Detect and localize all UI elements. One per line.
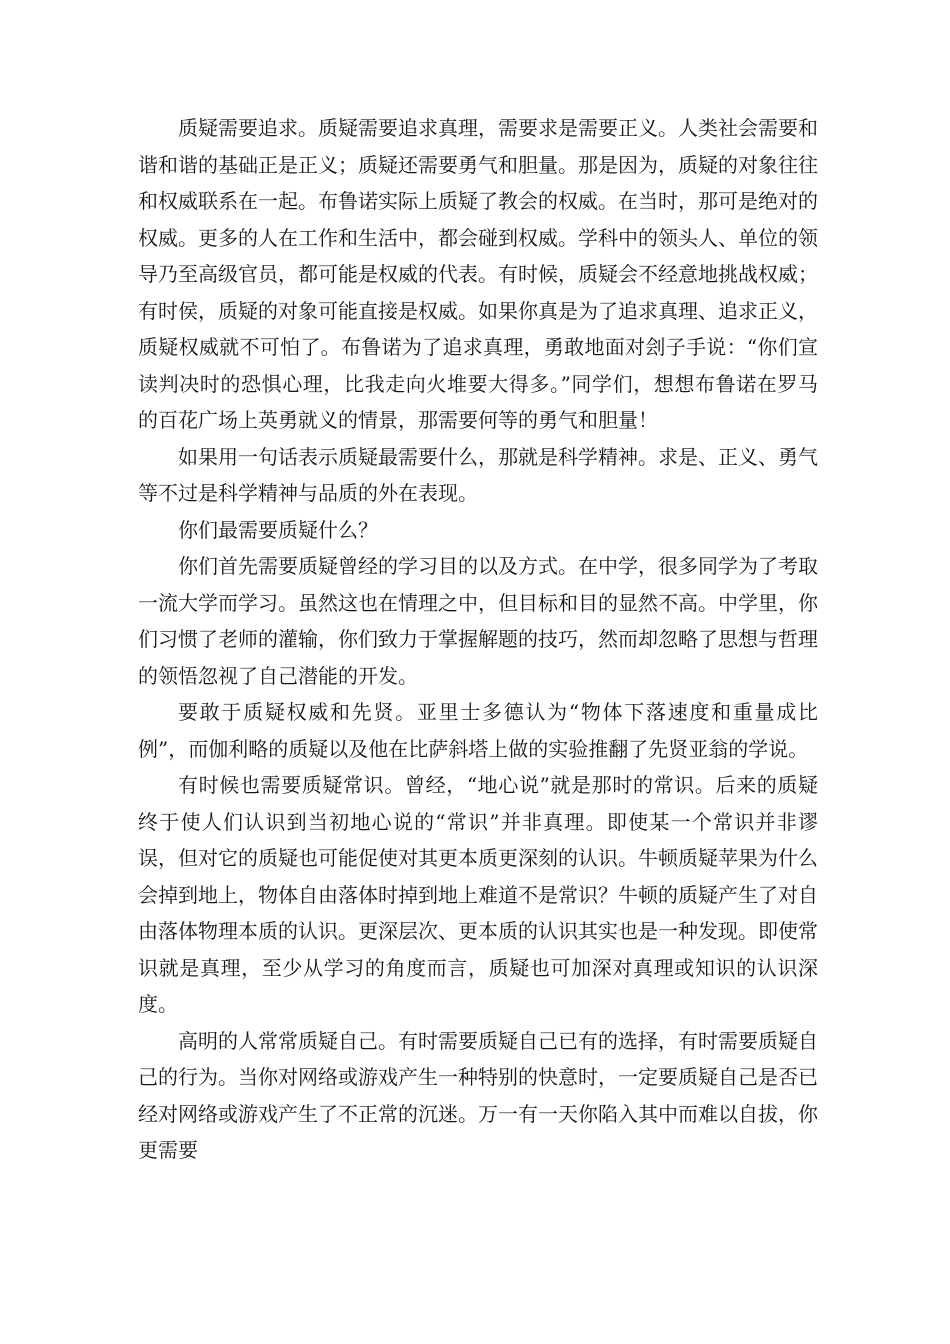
- paragraph-6: 有时候也需要质疑常识。曾经，“地心说”就是那时的常识。后来的质疑终于使人们认识到当初地心说的“常识”并非真理。即使某一个常识并非谬误，但对它的质疑也可能促使对其更本质更深刻的认识。牛顿质疑苹果为什么会掉到地上，物体自由落体时掉到地上难道不是常识？牛顿的质疑产生了对自由落体物理本质的认识。更深层次、更本质的认识其实也是一种发现。即使常识就是真理，至少从学习的角度而言，质疑也可加深对真理或知识的认识深度。: [138, 773, 818, 1016]
- paragraph-4: 你们首先需要质疑曾经的学习目的以及方式。在中学，很多同学为了考取一流大学而学习。虽然这也在情理之中，但目标和目的显然不高。中学里，你们习惯了老师的灌输，你们致力于掌握解题的技巧，然而却忽略了思想与哲理的领悟忽视了自己潜能的开发。: [138, 554, 818, 688]
- paragraph-2: 如果用一句话表示质疑最需要什么，那就是科学精神。求是、正义、勇气等不过是科学精神与品质的外在表现。: [138, 444, 818, 505]
- paragraph-5: 要敢于质疑权威和先贤。亚里士多德认为“物体下落速度和重量成比例”，而伽利略的质疑以及他在比萨斜塔上做的实验推翻了先贤亚翁的学说。: [138, 700, 818, 761]
- paragraph-7: 高明的人常常质疑自己。有时需要质疑自己已有的选择，有时需要质疑自己的行为。当你对网络或游戏产生一种特别的快意时，一定要质疑自己是否已经对网络或游戏产生了不正常的沉迷。万一有一天你陷入其中而难以自拔，你更需要: [138, 1028, 818, 1162]
- document-body: [138, 110, 818, 1169]
- paragraph-1: 质疑需要追求。质疑需要追求真理，需要求是需要正义。人类社会需要和谐和谐的基础正是正义；质疑还需要勇气和胆量。那是因为，质疑的对象往往和权威联系在一起。布鲁诺实际上质疑了教会的权威。在当时，那可是绝对的权威。更多的人在工作和生活中，都会碰到权威。学科中的领头人、单位的领导乃至高级官员，都可能是权威的代表。有时候，质疑会不经意地挑战权威；有时侯，质疑的对象可能直接是权威。如果你真是为了追求真理、追求正义，质疑权威就不可怕了。布鲁诺为了追求真理，勇敢地面对刽子手说：“你们宣读判决时的恐惧心理，比我走向火堆要大得多。”同学们，想想布鲁诺在罗马的百花广场上英勇就义的情景，那需要何等的勇气和胆量！: [138, 116, 818, 432]
- paragraph-3: 你们最需要质疑什么？: [178, 517, 378, 542]
